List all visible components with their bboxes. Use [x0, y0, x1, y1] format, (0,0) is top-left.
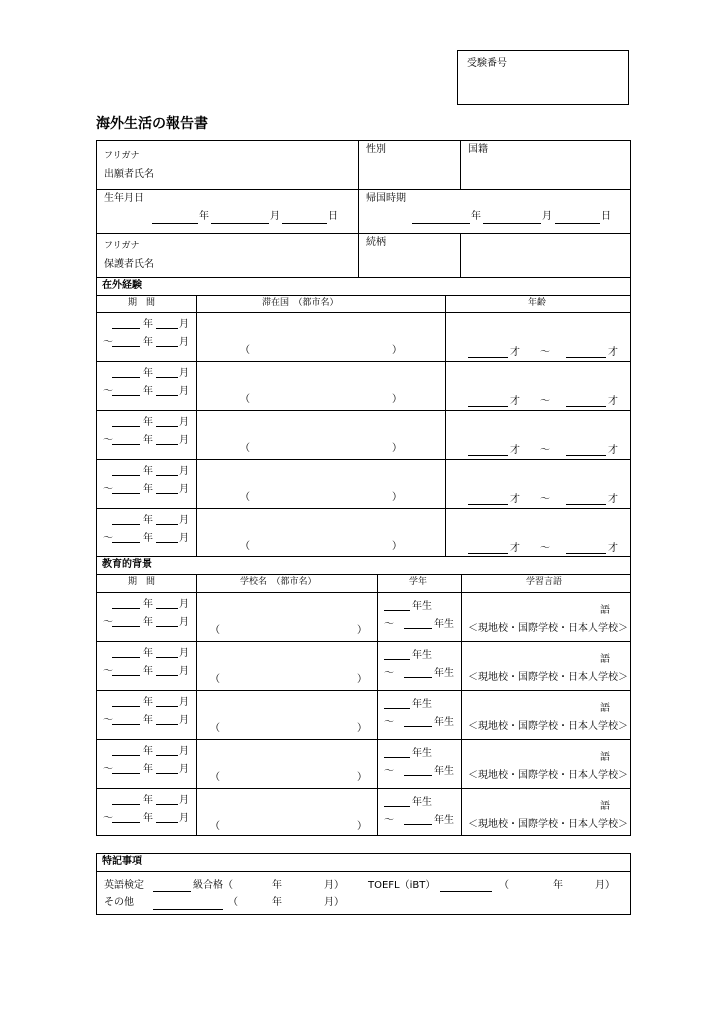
grade-from-field[interactable] [384, 610, 410, 611]
age-tilde: 〜 [540, 494, 550, 505]
overseas-country-field[interactable] [200, 414, 440, 454]
furigana-label: フリガナ [104, 151, 140, 161]
education-col-period: 期 間 [128, 577, 156, 587]
period-end-month-field[interactable] [156, 542, 178, 543]
period-start-year-field[interactable] [112, 657, 140, 658]
school-type-options: ＜現地校・国際学校・日本人学校＞ [468, 721, 628, 732]
period-year-unit: 年 [143, 515, 153, 526]
overseas-col-period: 期 間 [128, 298, 156, 308]
grade-tilde: 〜 [384, 717, 394, 728]
period-end-month-field[interactable] [156, 675, 178, 676]
birth-day-unit: 日 [328, 211, 338, 222]
relation-field[interactable] [468, 240, 623, 274]
language-field[interactable] [466, 596, 596, 616]
period-end-year-field[interactable] [112, 675, 140, 676]
period-month-unit: 月 [179, 319, 189, 330]
period-month-unit: 月 [179, 648, 189, 659]
age-unit: 才 [608, 396, 618, 407]
period-year-unit: 年 [143, 386, 153, 397]
period-end-month-field[interactable] [156, 773, 178, 774]
period-month-unit: 月 [179, 697, 189, 708]
grade-unit: 年生 [412, 601, 432, 612]
period-month-unit: 月 [179, 666, 189, 677]
period-year-unit: 年 [143, 484, 153, 495]
period-year-unit: 年 [143, 599, 153, 610]
period-month-unit: 月 [179, 715, 189, 726]
period-start-year-field[interactable] [112, 524, 140, 525]
period-month-unit: 月 [179, 746, 189, 757]
period-year-unit: 年 [143, 435, 153, 446]
birth-day-field[interactable] [282, 223, 327, 224]
school-paren-open: （ [210, 625, 220, 636]
period-month-unit: 月 [179, 617, 189, 628]
period-end-year-field[interactable] [112, 493, 140, 494]
period-end-year-field[interactable] [112, 822, 140, 823]
education-col-school: 学校名 （都市名） [240, 577, 317, 587]
overseas-country-field[interactable] [200, 512, 440, 552]
period-end-year-field[interactable] [112, 444, 140, 445]
period-start-month-field[interactable] [156, 377, 178, 378]
school-name-field[interactable] [200, 694, 372, 734]
language-field[interactable] [466, 694, 596, 714]
period-end-year-field[interactable] [112, 724, 140, 725]
country-paren-open: （ [240, 492, 250, 503]
school-paren-close: ） [357, 821, 367, 832]
period-start-month-field[interactable] [156, 524, 178, 525]
gender-field[interactable] [366, 160, 454, 184]
language-field[interactable] [466, 645, 596, 665]
grade-tilde: 〜 [384, 668, 394, 679]
period-year-unit: 年 [143, 648, 153, 659]
education-col-language: 学習言語 [526, 577, 563, 587]
age-unit: 才 [608, 494, 618, 505]
period-tilde: 〜 [103, 666, 113, 677]
school-name-field[interactable] [200, 743, 372, 783]
school-name-field[interactable] [200, 645, 372, 685]
period-tilde: 〜 [103, 617, 113, 628]
age-tilde: 〜 [540, 396, 550, 407]
overseas-col-age: 年齢 [528, 298, 547, 308]
age-unit: 才 [608, 347, 618, 358]
grade-from-field[interactable] [384, 708, 410, 709]
grade-unit: 年生 [434, 619, 454, 630]
grade-from-field[interactable] [384, 757, 410, 758]
age-tilde: 〜 [540, 347, 550, 358]
period-month-unit: 月 [179, 533, 189, 544]
period-year-unit: 年 [143, 617, 153, 628]
age-unit: 才 [510, 347, 520, 358]
period-year-unit: 年 [143, 319, 153, 330]
period-tilde: 〜 [103, 386, 113, 397]
eiken-grade-text: 級合格（ [193, 880, 233, 891]
other-field[interactable] [153, 909, 223, 910]
grade-from-field[interactable] [384, 659, 410, 660]
overseas-section-title: 在外経験 [102, 280, 142, 291]
exam-number-box[interactable] [457, 50, 629, 105]
school-type-options: ＜現地校・国際学校・日本人学校＞ [468, 623, 628, 634]
return-month-field[interactable] [483, 223, 541, 224]
grade-unit: 年生 [412, 650, 432, 661]
period-month-unit: 月 [179, 813, 189, 824]
grade-unit: 年生 [434, 668, 454, 679]
remarks-table [96, 853, 631, 915]
grade-to-field[interactable] [404, 775, 432, 776]
age-from-field[interactable] [468, 504, 508, 505]
age-from-field[interactable] [468, 357, 508, 358]
age-to-field[interactable] [566, 455, 606, 456]
period-year-unit: 年 [143, 715, 153, 726]
birth-month-field[interactable] [211, 223, 269, 224]
other-paren-open: （ [228, 897, 238, 908]
grade-tilde: 〜 [384, 766, 394, 777]
toefl-paren-open: （ [499, 880, 509, 891]
period-start-month-field[interactable] [156, 804, 178, 805]
period-year-unit: 年 [143, 368, 153, 379]
language-field[interactable] [466, 743, 596, 763]
period-year-unit: 年 [143, 813, 153, 824]
age-from-field[interactable] [468, 553, 508, 554]
period-month-unit: 月 [179, 599, 189, 610]
period-start-year-field[interactable] [112, 706, 140, 707]
period-month-unit: 月 [179, 764, 189, 775]
period-tilde: 〜 [103, 715, 113, 726]
overseas-country-field[interactable] [200, 316, 440, 356]
period-end-year-field[interactable] [112, 773, 140, 774]
overseas-country-field[interactable] [200, 365, 440, 405]
toefl-label: TOEFL（iBT） [368, 880, 436, 891]
school-paren-open: （ [210, 821, 220, 832]
guardian-name-label: 保護者氏名 [104, 259, 154, 270]
period-year-unit: 年 [143, 417, 153, 428]
language-field[interactable] [466, 792, 596, 812]
age-tilde: 〜 [540, 543, 550, 554]
birth-year-unit: 年 [199, 211, 209, 222]
language-unit: 語 [600, 654, 610, 665]
period-start-month-field[interactable] [156, 328, 178, 329]
return-day-unit: 日 [601, 211, 611, 222]
period-start-year-field[interactable] [112, 377, 140, 378]
period-month-unit: 月 [179, 515, 189, 526]
period-month-unit: 月 [179, 417, 189, 428]
education-section-title: 教育的背景 [102, 559, 152, 570]
overseas-col-country: 滞在国 （都市名） [262, 298, 339, 308]
period-end-month-field[interactable] [156, 493, 178, 494]
period-end-year-field[interactable] [112, 395, 140, 396]
country-paren-close: ） [392, 541, 402, 552]
period-month-unit: 月 [179, 368, 189, 379]
grade-unit: 年生 [412, 748, 432, 759]
period-end-month-field[interactable] [156, 346, 178, 347]
period-start-month-field[interactable] [156, 755, 178, 756]
exam-number-label: 受験番号 [467, 58, 507, 69]
school-name-field[interactable] [200, 596, 372, 636]
period-end-month-field[interactable] [156, 724, 178, 725]
birth-month-unit: 月 [270, 211, 280, 222]
nationality-label: 国籍 [468, 144, 488, 155]
age-unit: 才 [608, 445, 618, 456]
school-paren-open: （ [210, 723, 220, 734]
school-type-options: ＜現地校・国際学校・日本人学校＞ [468, 819, 628, 830]
other-label: その他 [104, 897, 134, 908]
period-start-month-field[interactable] [156, 706, 178, 707]
language-unit: 語 [600, 801, 610, 812]
grade-unit: 年生 [434, 815, 454, 826]
grade-unit: 年生 [412, 699, 432, 710]
period-end-year-field[interactable] [112, 542, 140, 543]
period-tilde: 〜 [103, 813, 113, 824]
age-unit: 才 [510, 445, 520, 456]
school-name-field[interactable] [200, 792, 372, 832]
period-tilde: 〜 [103, 533, 113, 544]
grade-to-field[interactable] [404, 628, 432, 629]
period-start-year-field[interactable] [112, 426, 140, 427]
period-month-unit: 月 [179, 435, 189, 446]
birth-date-label: 生年月日 [104, 193, 144, 204]
grade-from-field[interactable] [384, 806, 410, 807]
language-unit: 語 [600, 752, 610, 763]
birth-year-field[interactable] [152, 223, 198, 224]
language-unit: 語 [600, 605, 610, 616]
age-tilde: 〜 [540, 445, 550, 456]
school-type-options: ＜現地校・国際学校・日本人学校＞ [468, 770, 628, 781]
country-paren-open: （ [240, 394, 250, 405]
period-year-unit: 年 [143, 666, 153, 677]
age-unit: 才 [510, 396, 520, 407]
page-title: 海外生活の報告書 [96, 116, 208, 132]
age-to-field[interactable] [566, 504, 606, 505]
period-year-unit: 年 [143, 533, 153, 544]
eiken-grade-field[interactable] [153, 891, 191, 892]
applicant-name-label: 出願者氏名 [104, 169, 154, 180]
period-month-unit: 月 [179, 386, 189, 397]
grade-unit: 年生 [412, 797, 432, 808]
country-paren-close: ） [392, 345, 402, 356]
return-month-unit: 月 [542, 211, 552, 222]
period-start-year-field[interactable] [112, 804, 140, 805]
applicant-name-field[interactable] [170, 160, 350, 184]
period-end-month-field[interactable] [156, 626, 178, 627]
eiken-month-unit: 月） [324, 880, 344, 891]
period-end-month-field[interactable] [156, 822, 178, 823]
grade-to-field[interactable] [404, 726, 432, 727]
period-end-month-field[interactable] [156, 444, 178, 445]
grade-to-field[interactable] [404, 824, 432, 825]
return-year-field[interactable] [412, 223, 470, 224]
age-to-field[interactable] [566, 357, 606, 358]
other-month-unit: 月） [324, 897, 344, 908]
period-tilde: 〜 [103, 764, 113, 775]
school-paren-close: ） [357, 772, 367, 783]
grade-unit: 年生 [434, 717, 454, 728]
period-month-unit: 月 [179, 466, 189, 477]
period-start-month-field[interactable] [156, 426, 178, 427]
period-year-unit: 年 [143, 764, 153, 775]
period-month-unit: 月 [179, 337, 189, 348]
period-start-year-field[interactable] [112, 608, 140, 609]
toefl-month-unit: 月） [595, 880, 615, 891]
guardian-furigana-label: フリガナ [104, 241, 140, 251]
grade-unit: 年生 [434, 766, 454, 777]
country-paren-close: ） [392, 492, 402, 503]
country-paren-open: （ [240, 345, 250, 356]
period-year-unit: 年 [143, 746, 153, 757]
period-end-year-field[interactable] [112, 626, 140, 627]
period-year-unit: 年 [143, 795, 153, 806]
period-start-year-field[interactable] [112, 328, 140, 329]
other-year-unit: 年 [272, 897, 282, 908]
age-from-field[interactable] [468, 455, 508, 456]
language-unit: 語 [600, 703, 610, 714]
school-paren-open: （ [210, 772, 220, 783]
period-tilde: 〜 [103, 484, 113, 495]
period-start-year-field[interactable] [112, 475, 140, 476]
grade-to-field[interactable] [404, 677, 432, 678]
toefl-score-field[interactable] [440, 891, 492, 892]
nationality-field[interactable] [468, 160, 623, 184]
period-year-unit: 年 [143, 337, 153, 348]
return-year-unit: 年 [471, 211, 481, 222]
country-paren-close: ） [392, 394, 402, 405]
school-paren-open: （ [210, 674, 220, 685]
period-tilde: 〜 [103, 337, 113, 348]
period-end-month-field[interactable] [156, 395, 178, 396]
school-paren-close: ） [357, 723, 367, 734]
return-day-field[interactable] [555, 223, 600, 224]
period-month-unit: 月 [179, 795, 189, 806]
eiken-year-unit: 年 [272, 880, 282, 891]
remarks-section-title: 特記事項 [102, 856, 142, 867]
age-unit: 才 [510, 494, 520, 505]
age-to-field[interactable] [566, 553, 606, 554]
school-type-options: ＜現地校・国際学校・日本人学校＞ [468, 672, 628, 683]
period-month-unit: 月 [179, 484, 189, 495]
period-end-year-field[interactable] [112, 346, 140, 347]
period-start-year-field[interactable] [112, 755, 140, 756]
age-unit: 才 [510, 543, 520, 554]
period-start-month-field[interactable] [156, 657, 178, 658]
eiken-label: 英語検定 [104, 880, 144, 891]
grade-tilde: 〜 [384, 619, 394, 630]
school-paren-close: ） [357, 625, 367, 636]
period-year-unit: 年 [143, 697, 153, 708]
period-tilde: 〜 [103, 435, 113, 446]
age-unit: 才 [608, 543, 618, 554]
period-start-month-field[interactable] [156, 608, 178, 609]
relation-label: 続柄 [366, 237, 386, 248]
country-paren-open: （ [240, 541, 250, 552]
guardian-name-field[interactable] [170, 250, 350, 274]
return-date-label: 帰国時期 [366, 193, 406, 204]
school-paren-close: ） [357, 674, 367, 685]
period-year-unit: 年 [143, 466, 153, 477]
overseas-country-field[interactable] [200, 463, 440, 503]
toefl-year-unit: 年 [553, 880, 563, 891]
country-paren-close: ） [392, 443, 402, 454]
gender-label: 性別 [366, 144, 386, 155]
grade-tilde: 〜 [384, 815, 394, 826]
period-start-month-field[interactable] [156, 475, 178, 476]
age-from-field[interactable] [468, 406, 508, 407]
education-col-grade: 学年 [409, 577, 428, 587]
country-paren-open: （ [240, 443, 250, 454]
age-to-field[interactable] [566, 406, 606, 407]
